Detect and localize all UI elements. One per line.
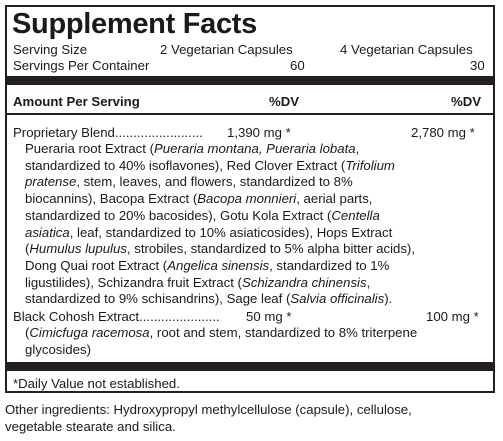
blend-line: pratense, stem, leaves, and flowers, standardized to 8% xyxy=(25,174,353,190)
other-ingredients xyxy=(5,401,412,435)
blend-line: asiatica, leaf, standardized to 10% asiaticosides), Hops Extract xyxy=(25,224,393,240)
dv-header-a: %DV xyxy=(269,94,300,109)
blend-amount-a: 1,390 mg * xyxy=(227,125,291,140)
amount-per-serving-header: Amount Per Serving xyxy=(13,94,140,109)
thick-divider xyxy=(7,76,493,85)
serving-size-label: Serving Size xyxy=(13,42,88,57)
blend-line: biocannins), Bacopa Extract (Bacopa monnieri, aerial parts, xyxy=(25,191,373,207)
panel-title: Supplement Facts xyxy=(12,8,257,40)
other-ingredients-line: Other ingredients: Hydroxypropyl methylcellulose (capsule), cellulose, xyxy=(5,402,412,417)
cohosh-dots: ...................... xyxy=(139,309,220,324)
cohosh-amount-b: 100 mg * xyxy=(426,309,479,324)
other-ingredients-line: vegetable stearate and silica. xyxy=(5,419,176,434)
cohosh-line: (Cimicfuga racemosa, root and stem, standardized to 8% triterpene xyxy=(25,325,418,340)
blend-label: Proprietary Blend xyxy=(13,125,115,140)
blend-line: Dong Quai root Extract (Angelica sinensis, standardized to 1% xyxy=(25,257,390,273)
servings-per-container-a: 60 xyxy=(290,58,305,73)
blend-row xyxy=(13,125,203,141)
daily-value-footnote: *Daily Value not established. xyxy=(13,376,180,391)
servings-per-container-label: Servings Per Container xyxy=(13,58,150,73)
blend-dots: ........................ xyxy=(114,125,203,140)
cohosh-line: glycosides) xyxy=(25,341,91,357)
supplement-facts-panel xyxy=(5,5,495,393)
serving-size-b: 4 Vegetarian Capsules xyxy=(340,42,473,57)
blend-line: (Humulus lupulus, strobiles, standardized to 5% alpha bitter acids), xyxy=(25,241,415,257)
cohosh-label: Black Cohosh Extract xyxy=(13,309,140,324)
header-divider xyxy=(7,113,493,115)
blend-line: standardized to 40% isoflavones), Red Clover Extract (Trifolium xyxy=(25,157,395,173)
blend-line: standardized to 20% bacosides), Gotu Kola Extract (Centella xyxy=(25,207,380,223)
blend-description xyxy=(25,141,415,308)
serving-size-a: 2 Vegetarian Capsules xyxy=(160,42,293,57)
dv-header-b: %DV xyxy=(451,94,482,109)
servings-per-container-b: 30 xyxy=(470,58,485,73)
blend-line: Pueraria root Extract (Pueraria montana, Pueraria lobata, xyxy=(25,141,360,156)
blend-amount-b: 2,780 mg * xyxy=(411,125,475,140)
bottom-thick-divider xyxy=(7,362,493,371)
cohosh-row xyxy=(13,309,220,325)
blend-line: ligustilides), Schizandra fruit Extract (Schizandra chinensis, xyxy=(25,274,371,290)
cohosh-description xyxy=(25,325,417,358)
cohosh-amount-a: 50 mg * xyxy=(246,309,292,324)
blend-line: standardized to 9% schisandrins), Sage leaf (Salvia officinalis). xyxy=(25,291,393,307)
